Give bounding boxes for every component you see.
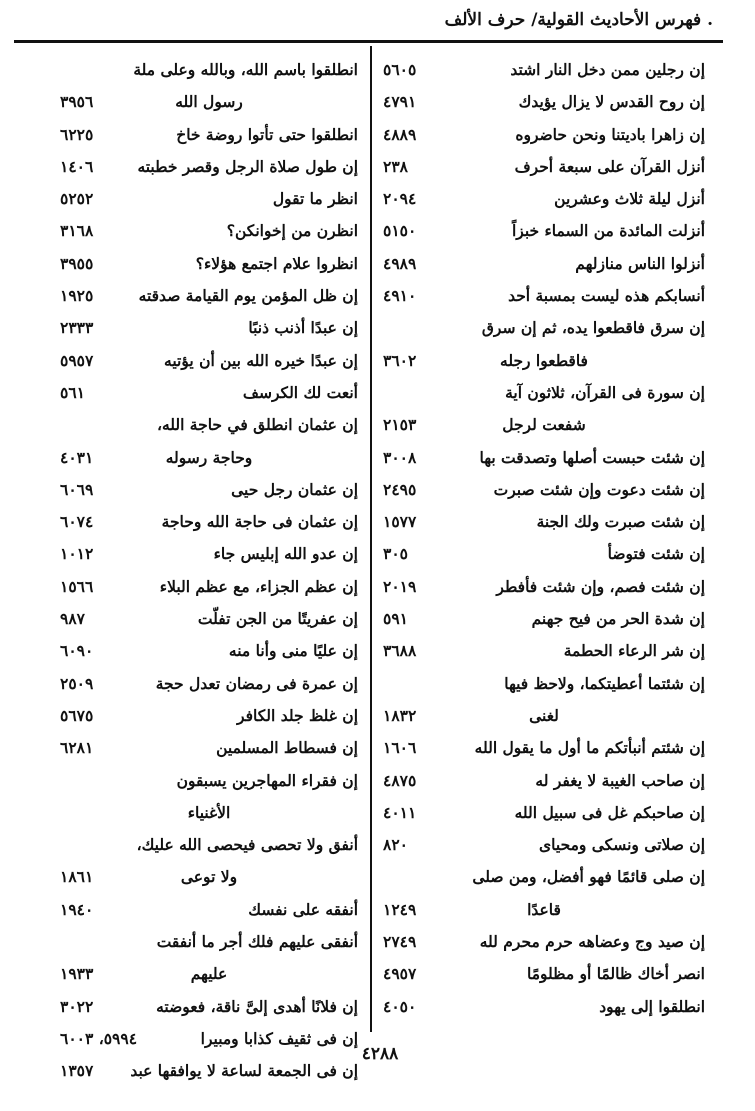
hadith-text: إن شئت صبرت ولك الجنة [536, 512, 705, 532]
index-entry [383, 120, 705, 152]
index-entry [60, 539, 358, 571]
index-entry [383, 636, 705, 668]
hadith-text: إن شئت فتوضأ [607, 544, 705, 564]
index-entry [383, 927, 705, 959]
index-entry [383, 507, 705, 539]
index-entry [60, 216, 358, 248]
hadith-number: ٣٠٠٨ [383, 447, 417, 467]
header-rule [14, 40, 723, 43]
hadith-number: ٥٩٥٧ [60, 350, 94, 370]
hadith-number: ٨٢٠ [383, 835, 408, 855]
index-entry [60, 346, 358, 378]
index-entry [383, 604, 705, 636]
index-entry [383, 378, 705, 443]
hadith-text: إن عدو الله إبليس جاء [213, 544, 358, 564]
index-entry [383, 152, 705, 184]
hadith-number: ١٩٢٥ [60, 286, 94, 306]
index-entry [383, 87, 705, 119]
index-entry [383, 539, 705, 571]
hadith-number: ٣٠٥ [383, 544, 408, 564]
hadith-number: ١٦٠٦ [383, 738, 417, 758]
hadith-text: إن طول صلاة الرجل وقصر خطبته [137, 156, 358, 176]
index-entry [383, 55, 705, 87]
hadith-number: ٦٢٢٥ [60, 124, 94, 144]
hadith-text: أنفقه على نفسك [248, 899, 358, 919]
hadith-number: ٤٠٣١ [60, 447, 94, 467]
hadith-text: أنفق ولا تحصى فيحصى الله عليك، [136, 835, 358, 855]
hadith-number: ٥٦١ [60, 382, 85, 402]
index-entry [60, 701, 358, 733]
hadith-text: أنزلت المائدة من السماء خبزاً [511, 221, 705, 241]
hadith-number: ١٩٤٠ [60, 899, 94, 919]
hadith-text: إن سرق فاقطعوا يده، ثم إن سرق [481, 318, 705, 338]
hadith-number: ١٥٦٦ [60, 576, 94, 596]
hadith-text-continuation: وحاجة رسوله [165, 447, 253, 467]
hadith-text: إن عثمان فى حاجة الله وحاجة [161, 512, 358, 532]
hadith-number: ٣٦٠٢ [383, 350, 417, 370]
index-entry [383, 313, 705, 378]
hadith-number: ٥٦٠٥ [383, 60, 417, 79]
hadith-text: إن فسطاط المسلمين [216, 738, 358, 758]
hadith-number: ٢٣٣٣ [60, 318, 94, 338]
hadith-text-continuation: رسول الله [175, 92, 243, 112]
hadith-text: أنزل القرآن على سبعة أحرف [514, 156, 705, 176]
hadith-number: ١٣٥٧ [60, 1061, 94, 1081]
index-entry [383, 475, 705, 507]
hadith-number: ٤٩٥٧ [383, 964, 417, 984]
index-entry [60, 410, 358, 475]
hadith-number: ٢٣٨ [383, 156, 408, 176]
index-entry [383, 669, 705, 734]
index-entry [60, 895, 358, 927]
hadith-number: ٣٩٥٥ [60, 253, 94, 273]
index-entry [60, 313, 358, 345]
index-entry [60, 152, 358, 184]
hadith-number: ٢٥٠٩ [60, 673, 94, 693]
hadith-number: ٢٧٤٩ [383, 932, 417, 952]
hadith-number: ٣١٦٨ [60, 221, 94, 241]
index-entry [60, 992, 358, 1024]
hadith-text-continuation: الأغنياء [187, 802, 231, 822]
hadith-number: ٤٧٩١ [383, 92, 417, 112]
hadith-text: إن صلاتى ونسكى ومحياى [539, 835, 705, 855]
hadith-text: أنعت لك الكرسف [242, 382, 358, 402]
index-entry [60, 1056, 358, 1088]
hadith-text: إن صلى قائمًا فهو أفضل، ومن صلى [472, 867, 705, 887]
index-entry [383, 281, 705, 313]
hadith-text: إن صاحبكم غل فى سبيل الله [514, 802, 705, 822]
hadith-number: ٣٩٥٦ [60, 92, 94, 112]
hadith-text: انطلقوا إلى يهود [599, 996, 705, 1016]
hadith-text: انطلقوا حتى تأتوا روضة خاخ [176, 124, 358, 144]
hadith-text: إن فقراء المهاجرين يسبقون [176, 770, 358, 790]
hadith-number: ٤٨٧٥ [383, 770, 417, 790]
index-entry [60, 55, 358, 120]
hadith-text: إن فى ثقيف كذابا ومبيرا [200, 1028, 358, 1048]
hadith-text: أنسابكم هذه ليست بمسبة أحد [508, 286, 705, 306]
hadith-text-continuation: لغنى [529, 705, 559, 725]
index-entry [60, 830, 358, 895]
hadith-text: إن سورة فى القرآن، ثلاثون آية [505, 382, 705, 402]
hadith-text: إن صاحب الغيبة لا يغفر له [535, 770, 705, 790]
hadith-text: إن فى الجمعة لساعة لا يوافقها عبد [130, 1061, 358, 1081]
hadith-number: ٦٠٧٤ [60, 512, 94, 532]
hadith-number: ٩٨٧ [60, 609, 85, 629]
index-entry [383, 798, 705, 830]
hadith-text: أنزلوا الناس منازلهم [575, 253, 705, 273]
hadith-text: انصر أخاك ظالمًا أو مظلومًا [526, 964, 705, 984]
hadith-number: ١٨٣٢ [383, 705, 417, 725]
hadith-number: ٥٩٩٤، ٦٠٠٣ [60, 1028, 138, 1048]
index-entry [383, 184, 705, 216]
hadith-text: انظر ما تقول [272, 189, 358, 209]
index-entry [60, 507, 358, 539]
hadith-number: ٥٦٧٥ [60, 705, 94, 725]
hadith-number: ٢٤٩٥ [383, 479, 417, 499]
hadith-number: ٤٠٥٠ [383, 996, 417, 1016]
index-entry [383, 572, 705, 604]
hadith-text: إن فلانًا أهدى إلىَّ ناقة، فعوضته [156, 996, 358, 1016]
index-entry [60, 184, 358, 216]
hadith-number: ٤٩١٠ [383, 286, 417, 306]
hadith-text: إن عثمان انطلق في حاجة الله، [156, 415, 358, 435]
hadith-text: إن زاهرا باديتنا ونحن حاضروه [515, 124, 705, 144]
right-column [383, 55, 705, 1024]
hadith-text: إن شئتما أعطيتكما، ولاحظ فيها [504, 673, 705, 693]
hadith-text: إن عثمان رجل حيى [231, 479, 358, 499]
page-number: ٤٢٨٨ [361, 1044, 399, 1064]
hadith-text: أنزل ليلة ثلاث وعشرين [554, 189, 705, 209]
hadith-number: ٣٠٢٢ [60, 996, 94, 1016]
index-entry [60, 927, 358, 992]
hadith-text-continuation: شفعت لرجل [502, 415, 586, 435]
index-entry [60, 475, 358, 507]
hadith-number: ٥٢٥٢ [60, 189, 94, 209]
hadith-text: إن روح القدس لا يزال يؤيدك [518, 92, 705, 112]
index-entry [60, 572, 358, 604]
hadith-text: إن شر الرعاء الحطمة [563, 641, 705, 661]
index-entry [60, 281, 358, 313]
index-entry [60, 120, 358, 152]
hadith-number: ٢٠١٩ [383, 576, 417, 596]
hadith-number: ٦٠٦٩ [60, 479, 94, 499]
hadith-text: إن شئت حبست أصلها وتصدقت بها [479, 447, 705, 467]
hadith-number: ٥٩١ [383, 609, 408, 629]
index-entry [383, 766, 705, 798]
hadith-text-continuation: قاعدًا [527, 899, 561, 919]
hadith-number: ٤٩٨٩ [383, 253, 417, 273]
column-divider [370, 46, 372, 1032]
hadith-number: ٤٨٨٩ [383, 124, 417, 144]
index-entry [60, 733, 358, 765]
hadith-text: إن رجلين ممن دخل النار اشتد [510, 60, 705, 79]
hadith-text: إن شئت فصم، وإن شئت فأفطر [496, 576, 705, 596]
hadith-text: إن شئت دعوت وإن شئت صبرت [493, 479, 705, 499]
hadith-text: انظروا علام اجتمع هؤلاء؟ [195, 253, 358, 273]
index-entry [383, 216, 705, 248]
hadith-text-continuation: ولا توعى [180, 867, 238, 887]
index-entry [383, 443, 705, 475]
index-entry [383, 733, 705, 765]
index-entry [60, 636, 358, 668]
hadith-text: إن غلظ جلد الكافر [237, 705, 358, 725]
hadith-text: إن عفريتًا من الجن تفلّت [197, 609, 358, 629]
index-entry [60, 1024, 358, 1056]
hadith-number: ١٩٣٣ [60, 964, 94, 984]
hadith-text: إن صيد وج وعضاهه حرم محرم لله [479, 932, 705, 952]
hadith-text: إن ظل المؤمن يوم القيامة صدقته [138, 286, 358, 306]
hadith-number: ١٢٤٩ [383, 899, 417, 919]
index-entry [383, 249, 705, 281]
hadith-number: ٣٦٨٨ [383, 641, 417, 661]
index-entry [60, 378, 358, 410]
hadith-text: إن عبدًا أذنب ذنبًا [248, 318, 358, 338]
hadith-number: ٥١٥٠ [383, 221, 417, 241]
index-entry [383, 830, 705, 862]
hadith-text: إن عبدًا خيره الله بين أن يؤتيه [164, 350, 358, 370]
index-entry [60, 766, 358, 831]
index-entry [383, 992, 705, 1024]
hadith-text: إن شدة الحر من فيح جهنم [531, 609, 705, 629]
hadith-text: إن عمرة فى رمضان تعدل حجة [155, 673, 358, 693]
hadith-number: ١٥٧٧ [383, 512, 417, 532]
page-header: . فهرس الأحاديث القولية/ حرف الألف [444, 10, 713, 30]
hadith-text: أنفقى عليهم فلك أجر ما أنفقت [156, 932, 358, 952]
index-entry [60, 669, 358, 701]
index-entry [383, 959, 705, 991]
index-entry [60, 604, 358, 636]
hadith-text: إن شئتم أنبأتكم ما أول ما يقول الله [474, 738, 705, 758]
left-column [60, 55, 358, 1089]
hadith-number: ١٨٦١ [60, 867, 94, 887]
hadith-number: ١٠١٢ [60, 544, 94, 564]
hadith-number: ٦٢٨١ [60, 738, 94, 758]
hadith-text: انطلقوا باسم الله، وبالله وعلى ملة [133, 60, 358, 79]
hadith-text-continuation: عليهم [190, 964, 228, 984]
hadith-text: إن عليًا منى وأنا منه [228, 641, 358, 661]
hadith-number: ٢١٥٣ [383, 415, 417, 435]
index-entry [383, 862, 705, 927]
hadith-text: انظرن من إخوانكن؟ [226, 221, 358, 241]
hadith-text-continuation: فاقطعوا رجله [500, 350, 588, 370]
hadith-text: إن عظم الجزاء، مع عظم البلاء [159, 576, 358, 596]
hadith-number: ٤٠١١ [383, 802, 417, 822]
hadith-number: ٢٠٩٤ [383, 189, 417, 209]
hadith-number: ١٤٠٦ [60, 156, 94, 176]
hadith-number: ٦٠٩٠ [60, 641, 94, 661]
index-entry [60, 249, 358, 281]
